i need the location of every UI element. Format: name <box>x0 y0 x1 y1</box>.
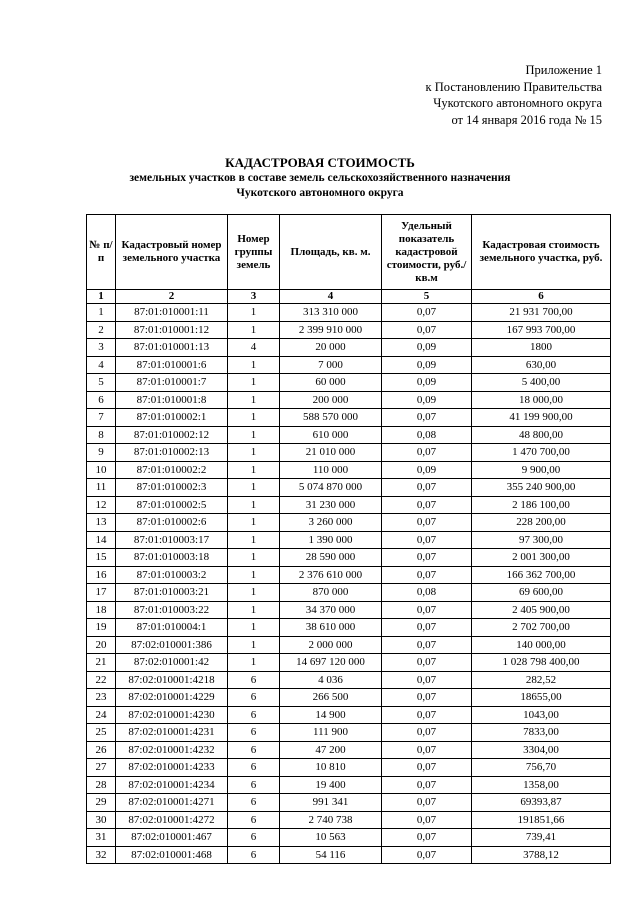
unit-value-cell: 0,07 <box>382 846 472 864</box>
cadastral-number-cell: 87:02:010001:386 <box>116 636 228 654</box>
unit-value-cell: 0,09 <box>382 461 472 479</box>
cadastral-value-cell: 2 001 300,00 <box>472 549 611 567</box>
cadastral-value-cell: 167 993 700,00 <box>472 321 611 339</box>
table-row <box>87 811 611 829</box>
land-group-cell: 6 <box>228 811 280 829</box>
cadastral-number-cell: 87:02:010001:4218 <box>116 671 228 689</box>
row-number-cell: 11 <box>87 479 116 497</box>
table-row <box>87 531 611 549</box>
cadastral-number-cell: 87:01:010003:22 <box>116 601 228 619</box>
unit-value-cell: 0,07 <box>382 409 472 427</box>
area-cell: 21 010 000 <box>280 444 382 462</box>
table-header <box>87 215 611 304</box>
table-row <box>87 356 611 374</box>
table-row <box>87 426 611 444</box>
document-title <box>0 155 640 201</box>
column-number: 4 <box>280 290 382 304</box>
header-cell: Кадастровый номер земельного участка <box>116 215 228 290</box>
cadastral-value-cell: 3304,00 <box>472 741 611 759</box>
row-number-cell: 9 <box>87 444 116 462</box>
area-cell: 47 200 <box>280 741 382 759</box>
title-subtitle: Чукотского автономного округа <box>236 187 404 199</box>
appendix-block <box>302 62 602 128</box>
table-row <box>87 829 611 847</box>
row-number-cell: 31 <box>87 829 116 847</box>
unit-value-cell: 0,07 <box>382 776 472 794</box>
cadastral-number-cell: 87:01:010002:1 <box>116 409 228 427</box>
table-row <box>87 654 611 672</box>
cadastral-number-cell: 87:01:010002:6 <box>116 514 228 532</box>
cadastral-value-cell: 1 470 700,00 <box>472 444 611 462</box>
appendix-line: Приложение 1 <box>525 63 602 77</box>
area-cell: 1 390 000 <box>280 531 382 549</box>
land-group-cell: 1 <box>228 391 280 409</box>
unit-value-cell: 0,07 <box>382 811 472 829</box>
unit-value-cell: 0,08 <box>382 426 472 444</box>
cadastral-number-cell: 87:02:010001:468 <box>116 846 228 864</box>
row-number-cell: 6 <box>87 391 116 409</box>
header-cell: Площадь, кв. м. <box>280 215 382 290</box>
row-number-cell: 25 <box>87 724 116 742</box>
table-row <box>87 759 611 777</box>
column-number: 1 <box>87 290 116 304</box>
table-body <box>87 304 611 864</box>
cadastral-number-cell: 87:02:010001:4230 <box>116 706 228 724</box>
unit-value-cell: 0,08 <box>382 584 472 602</box>
table-row <box>87 846 611 864</box>
land-group-cell: 1 <box>228 531 280 549</box>
table-row <box>87 409 611 427</box>
cadastral-value-cell: 97 300,00 <box>472 531 611 549</box>
unit-value-cell: 0,07 <box>382 724 472 742</box>
unit-value-cell: 0,07 <box>382 479 472 497</box>
unit-value-cell: 0,07 <box>382 566 472 584</box>
row-number-cell: 26 <box>87 741 116 759</box>
cadastral-value-cell: 1 028 798 400,00 <box>472 654 611 672</box>
cadastral-value-cell: 9 900,00 <box>472 461 611 479</box>
area-cell: 110 000 <box>280 461 382 479</box>
cadastral-number-cell: 87:01:010004:1 <box>116 619 228 637</box>
area-cell: 14 900 <box>280 706 382 724</box>
area-cell: 10 563 <box>280 829 382 847</box>
table-row <box>87 304 611 322</box>
land-group-cell: 1 <box>228 479 280 497</box>
unit-value-cell: 0,07 <box>382 601 472 619</box>
row-number-cell: 10 <box>87 461 116 479</box>
area-cell: 266 500 <box>280 689 382 707</box>
row-number-cell: 16 <box>87 566 116 584</box>
area-cell: 34 370 000 <box>280 601 382 619</box>
table-row <box>87 706 611 724</box>
row-number-cell: 3 <box>87 339 116 357</box>
row-number-cell: 18 <box>87 601 116 619</box>
cadastral-value-cell: 2 405 900,00 <box>472 601 611 619</box>
row-number-cell: 27 <box>87 759 116 777</box>
row-number-cell: 12 <box>87 496 116 514</box>
appendix-line: Чукотского автономного округа <box>433 96 602 110</box>
land-group-cell: 1 <box>228 601 280 619</box>
title-subtitle: земельных участков в составе земель сельскохозяйственного назначения <box>129 172 511 184</box>
table-row <box>87 619 611 637</box>
cadastral-value-cell: 355 240 900,00 <box>472 479 611 497</box>
row-number-cell: 30 <box>87 811 116 829</box>
land-group-cell: 6 <box>228 846 280 864</box>
cadastral-number-cell: 87:02:010001:4232 <box>116 741 228 759</box>
land-group-cell: 1 <box>228 444 280 462</box>
row-number-cell: 22 <box>87 671 116 689</box>
unit-value-cell: 0,09 <box>382 339 472 357</box>
unit-value-cell: 0,07 <box>382 444 472 462</box>
row-number-cell: 14 <box>87 531 116 549</box>
unit-value-cell: 0,07 <box>382 304 472 322</box>
cadastral-value-cell: 756,70 <box>472 759 611 777</box>
cadastral-value-cell: 228 200,00 <box>472 514 611 532</box>
table-row <box>87 479 611 497</box>
land-group-cell: 1 <box>228 304 280 322</box>
land-group-cell: 1 <box>228 514 280 532</box>
unit-value-cell: 0,07 <box>382 671 472 689</box>
table-row <box>87 391 611 409</box>
column-number: 6 <box>472 290 611 304</box>
unit-value-cell: 0,09 <box>382 374 472 392</box>
row-number-cell: 19 <box>87 619 116 637</box>
cadastral-number-cell: 87:02:010001:42 <box>116 654 228 672</box>
area-cell: 200 000 <box>280 391 382 409</box>
area-cell: 588 570 000 <box>280 409 382 427</box>
cadastral-value-cell: 166 362 700,00 <box>472 566 611 584</box>
table-row <box>87 584 611 602</box>
unit-value-cell: 0,09 <box>382 356 472 374</box>
cadastral-number-cell: 87:01:010002:12 <box>116 426 228 444</box>
land-group-cell: 1 <box>228 654 280 672</box>
cadastral-value-cell: 3788,12 <box>472 846 611 864</box>
table-row <box>87 496 611 514</box>
area-cell: 54 116 <box>280 846 382 864</box>
cadastral-value-cell: 18655,00 <box>472 689 611 707</box>
area-cell: 20 000 <box>280 339 382 357</box>
land-group-cell: 6 <box>228 794 280 812</box>
row-number-cell: 21 <box>87 654 116 672</box>
area-cell: 2 740 738 <box>280 811 382 829</box>
cadastral-value-cell: 69393,87 <box>472 794 611 812</box>
appendix-line: к Постановлению Правительства <box>425 79 602 94</box>
area-cell: 31 230 000 <box>280 496 382 514</box>
area-cell: 111 900 <box>280 724 382 742</box>
cadastral-value-cell: 1358,00 <box>472 776 611 794</box>
row-number-cell: 29 <box>87 794 116 812</box>
area-cell: 991 341 <box>280 794 382 812</box>
column-number-row <box>87 290 611 304</box>
land-group-cell: 1 <box>228 566 280 584</box>
land-group-cell: 6 <box>228 724 280 742</box>
area-cell: 3 260 000 <box>280 514 382 532</box>
header-cell: Удельный показатель кадастровой стоимости, руб./кв.м <box>382 215 472 290</box>
land-group-cell: 1 <box>228 461 280 479</box>
cadastral-value-cell: 5 400,00 <box>472 374 611 392</box>
row-number-cell: 24 <box>87 706 116 724</box>
cadastral-value-cell: 630,00 <box>472 356 611 374</box>
land-group-cell: 1 <box>228 619 280 637</box>
cadastral-number-cell: 87:01:010002:5 <box>116 496 228 514</box>
column-number: 5 <box>382 290 472 304</box>
area-cell: 4 036 <box>280 671 382 689</box>
area-cell: 60 000 <box>280 374 382 392</box>
cadastral-value-cell: 69 600,00 <box>472 584 611 602</box>
row-number-cell: 23 <box>87 689 116 707</box>
unit-value-cell: 0,07 <box>382 619 472 637</box>
cadastral-value-cell: 191851,66 <box>472 811 611 829</box>
cadastral-number-cell: 87:01:010001:13 <box>116 339 228 357</box>
cadastral-value-cell: 1800 <box>472 339 611 357</box>
table-row <box>87 321 611 339</box>
table-row <box>87 461 611 479</box>
row-number-cell: 17 <box>87 584 116 602</box>
row-number-cell: 5 <box>87 374 116 392</box>
unit-value-cell: 0,07 <box>382 794 472 812</box>
unit-value-cell: 0,07 <box>382 321 472 339</box>
cadastral-number-cell: 87:01:010001:12 <box>116 321 228 339</box>
row-number-cell: 15 <box>87 549 116 567</box>
cadastral-number-cell: 87:01:010001:6 <box>116 356 228 374</box>
land-group-cell: 1 <box>228 426 280 444</box>
row-number-cell: 13 <box>87 514 116 532</box>
unit-value-cell: 0,07 <box>382 706 472 724</box>
cadastral-number-cell: 87:01:010003:17 <box>116 531 228 549</box>
cadastral-number-cell: 87:01:010001:8 <box>116 391 228 409</box>
land-group-cell: 6 <box>228 706 280 724</box>
cadastral-number-cell: 87:01:010003:18 <box>116 549 228 567</box>
area-cell: 313 310 000 <box>280 304 382 322</box>
land-group-cell: 1 <box>228 496 280 514</box>
cadastral-number-cell: 87:02:010001:4234 <box>116 776 228 794</box>
land-group-cell: 1 <box>228 584 280 602</box>
cadastral-number-cell: 87:01:010002:2 <box>116 461 228 479</box>
table-row <box>87 724 611 742</box>
unit-value-cell: 0,07 <box>382 549 472 567</box>
area-cell: 2 399 910 000 <box>280 321 382 339</box>
unit-value-cell: 0,07 <box>382 689 472 707</box>
column-number: 2 <box>116 290 228 304</box>
unit-value-cell: 0,07 <box>382 636 472 654</box>
land-group-cell: 6 <box>228 759 280 777</box>
row-number-cell: 4 <box>87 356 116 374</box>
land-group-cell: 6 <box>228 741 280 759</box>
row-number-cell: 1 <box>87 304 116 322</box>
unit-value-cell: 0,09 <box>382 391 472 409</box>
unit-value-cell: 0,07 <box>382 514 472 532</box>
cadastral-number-cell: 87:01:010003:2 <box>116 566 228 584</box>
area-cell: 10 810 <box>280 759 382 777</box>
area-cell: 2 000 000 <box>280 636 382 654</box>
cadastral-number-cell: 87:02:010001:4271 <box>116 794 228 812</box>
land-group-cell: 1 <box>228 321 280 339</box>
cadastral-number-cell: 87:01:010001:7 <box>116 374 228 392</box>
cadastral-value-cell: 41 199 900,00 <box>472 409 611 427</box>
unit-value-cell: 0,07 <box>382 531 472 549</box>
unit-value-cell: 0,07 <box>382 759 472 777</box>
table-row <box>87 566 611 584</box>
table-row <box>87 514 611 532</box>
land-group-cell: 1 <box>228 356 280 374</box>
cadastral-value-cell: 282,52 <box>472 671 611 689</box>
area-cell: 7 000 <box>280 356 382 374</box>
cadastral-number-cell: 87:01:010003:21 <box>116 584 228 602</box>
area-cell: 870 000 <box>280 584 382 602</box>
area-cell: 19 400 <box>280 776 382 794</box>
header-cell: Кадастровая стоимость земельного участка, руб. <box>472 215 611 290</box>
cadastral-number-cell: 87:01:010001:11 <box>116 304 228 322</box>
cadastral-value-cell: 2 186 100,00 <box>472 496 611 514</box>
column-number: 3 <box>228 290 280 304</box>
table-row <box>87 689 611 707</box>
cadastral-number-cell: 87:01:010002:3 <box>116 479 228 497</box>
table-row <box>87 741 611 759</box>
cadastral-value-table <box>86 214 611 864</box>
land-group-cell: 1 <box>228 374 280 392</box>
table-row <box>87 671 611 689</box>
cadastral-value-cell: 739,41 <box>472 829 611 847</box>
cadastral-number-cell: 87:02:010001:467 <box>116 829 228 847</box>
land-group-cell: 6 <box>228 671 280 689</box>
area-cell: 38 610 000 <box>280 619 382 637</box>
area-cell: 610 000 <box>280 426 382 444</box>
table-row <box>87 339 611 357</box>
unit-value-cell: 0,07 <box>382 829 472 847</box>
cadastral-number-cell: 87:02:010001:4231 <box>116 724 228 742</box>
cadastral-value-cell: 21 931 700,00 <box>472 304 611 322</box>
cadastral-value-cell: 2 702 700,00 <box>472 619 611 637</box>
land-group-cell: 6 <box>228 829 280 847</box>
table-row <box>87 374 611 392</box>
table-row <box>87 636 611 654</box>
area-cell: 2 376 610 000 <box>280 566 382 584</box>
row-number-cell: 32 <box>87 846 116 864</box>
land-group-cell: 1 <box>228 636 280 654</box>
unit-value-cell: 0,07 <box>382 654 472 672</box>
table-row <box>87 444 611 462</box>
cadastral-number-cell: 87:02:010001:4233 <box>116 759 228 777</box>
land-group-cell: 6 <box>228 776 280 794</box>
cadastral-value-cell: 48 800,00 <box>472 426 611 444</box>
row-number-cell: 7 <box>87 409 116 427</box>
cadastral-number-cell: 87:01:010002:13 <box>116 444 228 462</box>
land-group-cell: 1 <box>228 549 280 567</box>
area-cell: 28 590 000 <box>280 549 382 567</box>
row-number-cell: 20 <box>87 636 116 654</box>
area-cell: 14 697 120 000 <box>280 654 382 672</box>
header-cell: Номер группы земель <box>228 215 280 290</box>
cadastral-value-cell: 140 000,00 <box>472 636 611 654</box>
row-number-cell: 2 <box>87 321 116 339</box>
header-cell: № п/п <box>87 215 116 290</box>
appendix-line: от 14 января 2016 года № 15 <box>451 112 602 127</box>
cadastral-value-cell: 1043,00 <box>472 706 611 724</box>
land-group-cell: 4 <box>228 339 280 357</box>
table-row <box>87 794 611 812</box>
cadastral-number-cell: 87:02:010001:4272 <box>116 811 228 829</box>
table-row <box>87 601 611 619</box>
row-number-cell: 28 <box>87 776 116 794</box>
table-row <box>87 549 611 567</box>
row-number-cell: 8 <box>87 426 116 444</box>
table-row <box>87 776 611 794</box>
land-group-cell: 1 <box>228 409 280 427</box>
land-group-cell: 6 <box>228 689 280 707</box>
cadastral-value-cell: 18 000,00 <box>472 391 611 409</box>
cadastral-value-cell: 7833,00 <box>472 724 611 742</box>
area-cell: 5 074 870 000 <box>280 479 382 497</box>
cadastral-number-cell: 87:02:010001:4229 <box>116 689 228 707</box>
unit-value-cell: 0,07 <box>382 741 472 759</box>
unit-value-cell: 0,07 <box>382 496 472 514</box>
title-main: КАДАСТРОВАЯ СТОИМОСТЬ <box>225 155 415 170</box>
